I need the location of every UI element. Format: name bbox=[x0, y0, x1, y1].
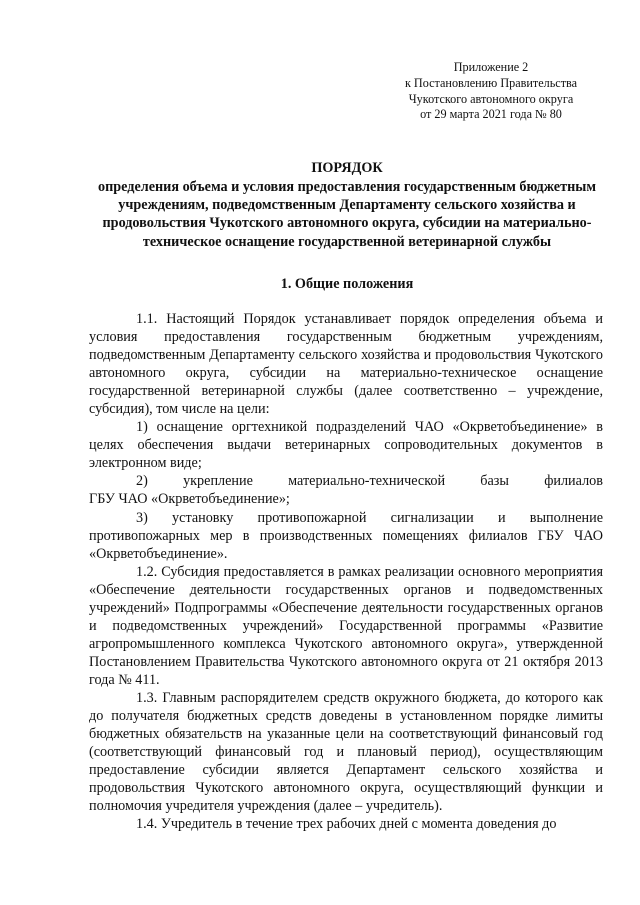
list-item-2-line-2: ГБУ ЧАО «Окрветобъединение»; bbox=[89, 491, 290, 508]
document-body bbox=[89, 310, 603, 833]
document-title: ПОРЯДОК bbox=[311, 160, 383, 176]
list-item-2-word-4: филиалов bbox=[544, 473, 603, 490]
paragraph-1-4: 1.4. Учредитель в течение трех рабочих дней с момента доведения до bbox=[136, 816, 557, 833]
appendix-line-4: от 29 марта 2021 года № 80 bbox=[420, 107, 562, 122]
appendix-line-1: Приложение 2 bbox=[453, 60, 529, 74]
appendix-line-2: к Постановлению Правительства bbox=[404, 75, 578, 90]
paragraph-1-2: 1.2. Субсидия предоставляется в рамках реализации основного мероприятия «Обеспечение деятельности государственных органов и подведомственных учреждений» Подпрограммы «Обеспечение деятельности государственных органов и подведомственных учреждений» Государственной программы «Развитие агропромышленного комплекса Чукотского автономного округа», утвержденной Постановлением Правительства Чукотского автономного округа от 21 октября 2013 года № 411. bbox=[89, 563, 603, 688]
list-item-2-word-1: укрепление bbox=[183, 473, 253, 490]
list-item-2-number: 2) bbox=[136, 473, 148, 490]
list-item-2-line-1 bbox=[89, 472, 603, 490]
appendix-header bbox=[380, 60, 602, 123]
paragraph-1-3: 1.3. Главным распорядителем средств окружного бюджета, до которого как до получателя бюджетных средств доведены в установленном порядке лимиты бюджетных обязательств на указанные цели на соответствующий финансовый год (соответствующий финансовый год и плановый период), осуществляющим предоставление субсидии является Департамент сельского хозяйства и продовольствия Чукотского автономного округа, осуществляющий функции и полномочия учредителя учреждения (далее – учредитель). bbox=[89, 689, 603, 815]
paragraph-1-1: 1.1. Настоящий Порядок устанавливает порядок определения объема и условия предоставления государственным бюджетным учреждениям, подведомственным Департаменту сельского хозяйства и продовольствия Чукотского автономного округа, субсидии на материально-техническое оснащение государственной ветеринарной службы (далее соответственно – учреждение, субсидия), том числе на цели: bbox=[89, 311, 603, 418]
list-item-2-word-2: материально-технической bbox=[288, 473, 446, 490]
document-subtitle: определения объема и условия предоставления государственным бюджетным учреждениям, подведомственным Департаменту сельского хозяйства и продовольствия Чукотского автономного округа, субсидии на материально-техническое оснащение государственной ветеринарной службы bbox=[98, 179, 596, 250]
list-item-2-word-3: базы bbox=[480, 473, 509, 490]
section-heading: 1. Общие положения bbox=[280, 276, 414, 292]
list-item-1: 1) оснащение оргтехникой подразделений ЧАО «Окрветобъединение» в целях обеспечения выдачи ветеринарных сопроводительных документов в электронном виде; bbox=[89, 419, 603, 472]
appendix-line-3: Чукотского автономного округа bbox=[408, 91, 574, 106]
list-item-3: 3) установку противопожарной сигнализации и выполнение противопожарных мер в производственных помещениях филиалов ГБУ ЧАО «Окрветобъединение». bbox=[89, 509, 603, 562]
